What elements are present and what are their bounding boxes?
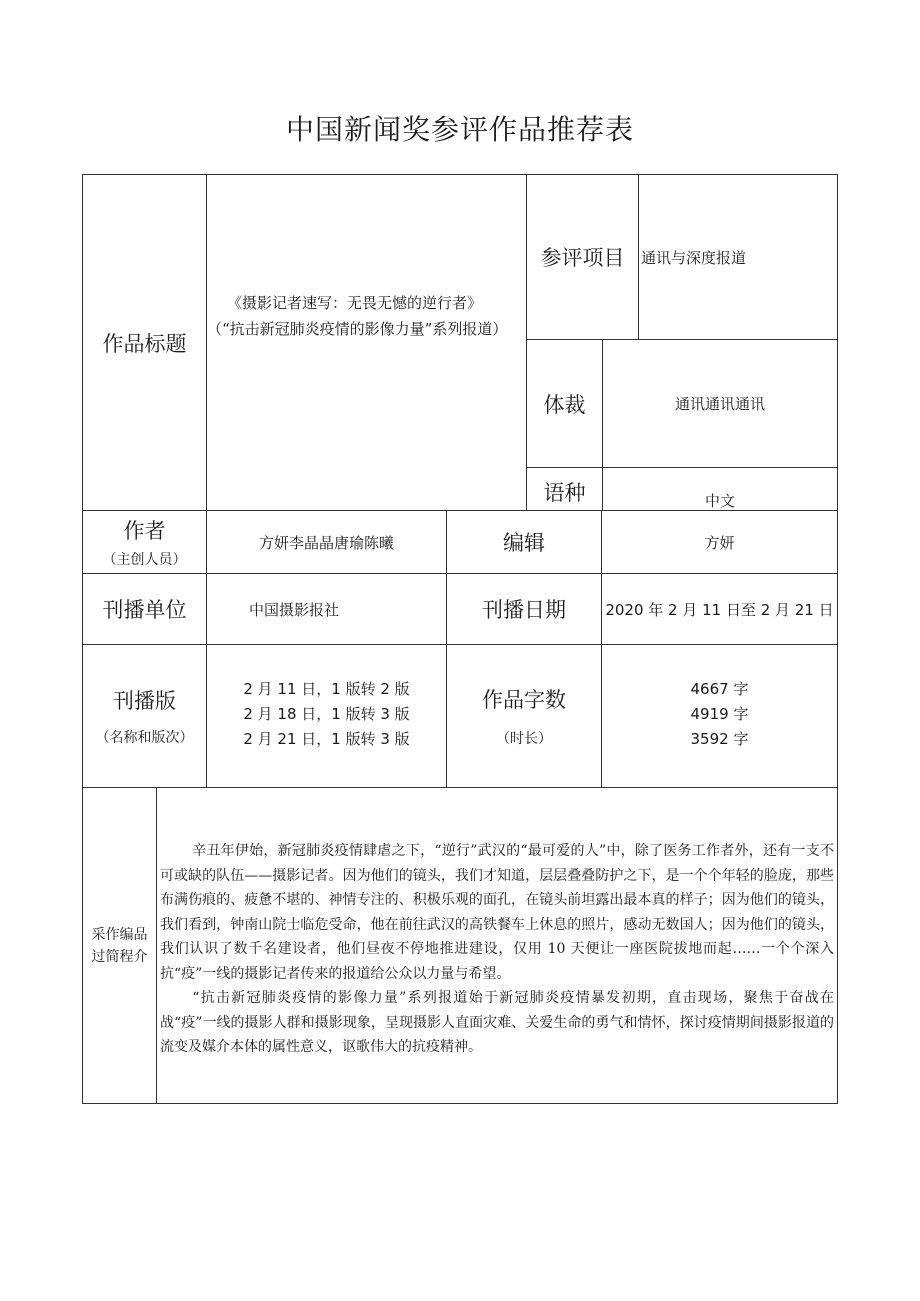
language-label: 语种 <box>543 481 586 505</box>
editor-label: 编辑 <box>503 531 545 555</box>
word-count-label: 作品字数 <box>482 688 566 712</box>
edition-value: 2 月 18 日，1 版转 3 版 <box>243 705 410 723</box>
process-paragraph: 辛丑年伊始，新冠肺炎疫情肆虐之下，“逆行”武汉的“最可爱的人”中，除了医务工作者外，还有一支不可或缺的队伍——摄影记者。因为他们的镜头，我们才知道，层层叠叠防护之下，是一个个年轻的脸庞，那些布满伤痕的、疲惫不堪的、神情专注的、积极乐观的面孔，在镜头前坦露出最本真的样子；因为他们的镜头，我们看到，钟南山院士临危受命，他在前往武汉的高铁餐车上休息的照片，感动无数国人；因为他们的镜头，我们认识了数千名建设者，他们昼夜不停地推进建设，仅用 10 天便让一座医院拔地而起……一个个深入抗“疫”一线的摄影记者传来的报道给公众以力量与希望。 <box>160 843 834 982</box>
author-sublabel: （主创人员） <box>102 552 187 568</box>
work-title-value <box>207 290 526 380</box>
publisher-label: 刊播单位 <box>102 598 187 622</box>
work-title-line1: 《摄影记者速写：无畏无憾的逆行者》 <box>227 294 483 312</box>
process-text <box>160 839 834 1060</box>
process-paragraph: “抗击新冠肺炎疫情的影像力量”系列报道始于新冠肺炎疫情暴发初期，直击现场，聚焦于奋战在战“疫”一线的摄影人群和摄影现象，呈现摄影人直面灾难、关爱生命的勇气和情怀，探讨疫情期间摄影报道的流变及媒介本体的属性意义，讴歌伟大的抗疫精神。 <box>160 990 834 1055</box>
process-label <box>83 788 156 1103</box>
word-count-value: 4667 字 <box>690 680 749 698</box>
genre-value: 通讯通讯通讯 <box>674 395 765 413</box>
author-label-cell <box>83 511 206 573</box>
edition-sublabel: （名称和版次） <box>95 730 194 746</box>
edition-value: 2 月 21 日，1 版转 3 版 <box>243 730 410 748</box>
author-label: 作者 <box>123 519 166 543</box>
edition-label: 刊播版 <box>113 689 176 713</box>
word-count-value: 3592 字 <box>690 730 749 748</box>
publish-date-value: 2020 年 2 月 11 日至 2 月 21 日 <box>605 600 834 619</box>
word-count-values <box>602 645 837 787</box>
process-label-line1: 采作编品 <box>91 926 148 943</box>
publisher-value: 中国摄影报社 <box>249 600 340 619</box>
process-label-line2: 过简程介 <box>91 948 148 965</box>
word-count-sublabel: （时长） <box>496 731 552 747</box>
edition-values <box>207 645 446 787</box>
document-title: 中国新闻奖参评作品推荐表 <box>285 113 634 146</box>
language-value: 中文 <box>704 491 735 510</box>
work-title-label: 作品标题 <box>102 331 187 356</box>
category-value: 通讯与深度报道 <box>641 248 747 267</box>
editor-value: 方妍 <box>704 533 735 552</box>
author-value: 方妍李晶晶唐瑜陈曦 <box>258 533 394 552</box>
genre-label: 体裁 <box>543 392 586 417</box>
edition-value: 2 月 11 日，1 版转 2 版 <box>243 680 410 698</box>
edition-label-cell <box>83 645 206 787</box>
word-count-value: 4919 字 <box>690 705 749 723</box>
word-count-label-cell <box>447 645 601 787</box>
category-label: 参评项目 <box>540 246 625 270</box>
work-title-line2: （“抗击新冠肺炎疫情的影像力量”系列报道） <box>207 320 508 338</box>
publish-date-label: 刊播日期 <box>482 598 566 622</box>
